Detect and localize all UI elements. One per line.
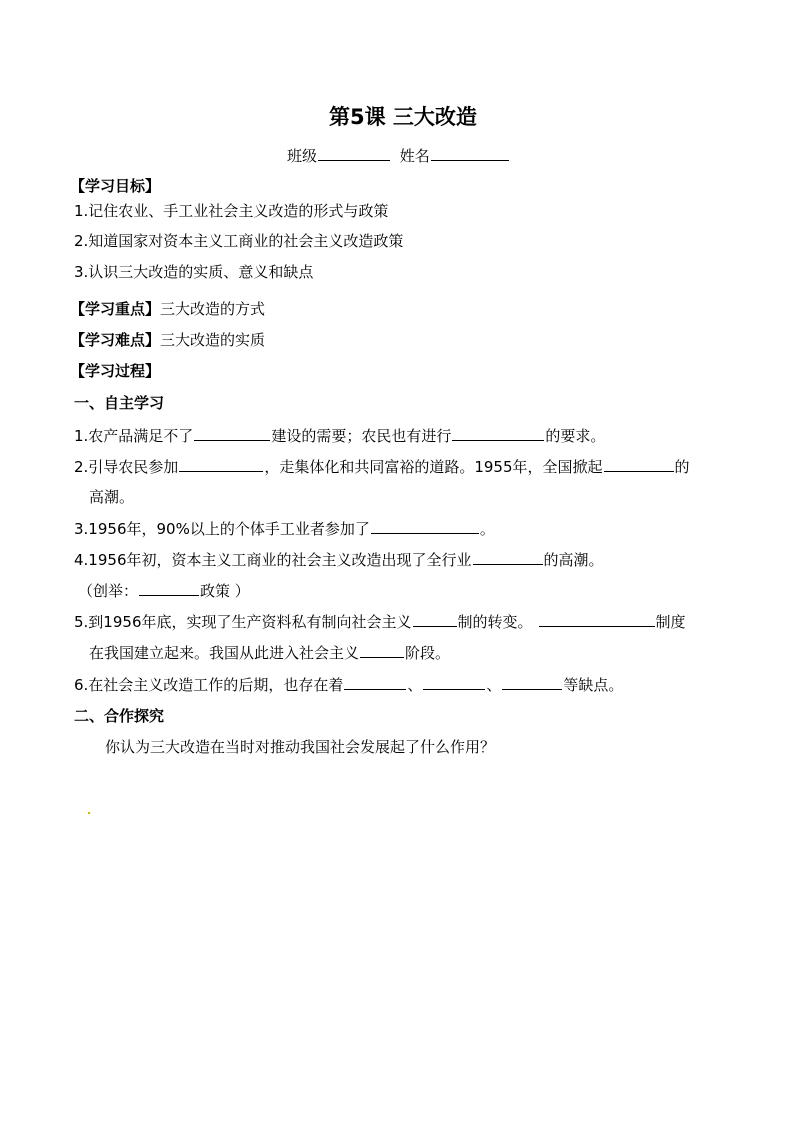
- answer-blank[interactable]: [473, 549, 543, 565]
- question-text: 制度: [655, 613, 686, 631]
- answer-blank[interactable]: [360, 642, 404, 658]
- name-label: 姓名: [399, 147, 430, 165]
- question-text: 的要求。: [545, 427, 606, 445]
- question-text: 在我国建立起来。我国从此进入社会主义: [89, 644, 360, 662]
- question-text: 的: [674, 458, 690, 476]
- question-text: 。: [479, 520, 495, 538]
- goals-heading: 【学习目标】: [70, 177, 161, 195]
- question-1: [74, 425, 605, 446]
- process-heading: 【学习过程】: [70, 362, 161, 380]
- difficulty-text: 三大改造的实质: [160, 331, 266, 349]
- question-4-continued: [78, 580, 250, 601]
- key-point-line: [70, 299, 265, 319]
- question-text: 5.到1956年底，实现了生产资料私有制向社会主义: [74, 613, 412, 631]
- answer-blank[interactable]: [452, 425, 544, 441]
- key-point-label: 【学习重点】: [70, 300, 161, 318]
- question-2: [74, 456, 690, 477]
- difficulty-line: [70, 330, 265, 350]
- section-heading-cooperation: 二、合作探究: [74, 707, 165, 725]
- answer-blank[interactable]: [344, 674, 406, 690]
- difficulty-label: 【学习难点】: [70, 331, 161, 349]
- question-2-continued: 高潮。: [89, 488, 135, 506]
- question-text: ，走集体化和共同富裕的道路。1955年，全国掀起: [264, 458, 603, 476]
- goal-item: 1.记住农业、手工业社会主义改造的形式与政策: [74, 202, 389, 220]
- question-text: 6.在社会主义改造工作的后期，也存在着: [74, 676, 344, 694]
- class-blank[interactable]: [318, 145, 390, 161]
- stray-mark: [88, 812, 90, 814]
- question-text: 、: [407, 676, 423, 694]
- question-text: 2.引导农民参加: [74, 458, 179, 476]
- answer-blank[interactable]: [539, 611, 655, 627]
- answer-blank[interactable]: [371, 518, 479, 534]
- question-text: 3.1956年，90%以上的个体手工业者参加了: [74, 520, 370, 538]
- question-text: 4.1956年初，资本主义工商业的社会主义改造出现了全行业: [74, 551, 472, 569]
- question-text: 、: [486, 676, 502, 694]
- question-text: 的高潮。: [543, 551, 604, 569]
- student-info-line: [287, 145, 510, 166]
- goal-item: 2.知道国家对资本主义工商业的社会主义改造政策: [74, 232, 404, 250]
- goal-item: 3.认识三大改造的实质、意义和缺点: [74, 263, 314, 281]
- discussion-question: 你认为三大改造在当时对推动我国社会发展起了什么作用？: [105, 738, 496, 756]
- question-4: [74, 549, 604, 570]
- answer-blank[interactable]: [179, 456, 263, 472]
- question-3: [74, 518, 495, 539]
- key-point-text: 三大改造的方式: [160, 300, 266, 318]
- question-text: 建设的需要；农民也有进行: [271, 427, 452, 445]
- question-text: 等缺点。: [563, 676, 624, 694]
- name-blank[interactable]: [431, 145, 509, 161]
- question-5: [74, 611, 686, 632]
- answer-blank[interactable]: [413, 611, 457, 627]
- answer-blank[interactable]: [502, 674, 562, 690]
- question-text: 1.农产品满足不了: [74, 427, 194, 445]
- answer-blank[interactable]: [194, 425, 270, 441]
- class-label: 班级: [287, 147, 318, 165]
- question-6: [74, 674, 623, 695]
- question-text: 政策 ）: [200, 582, 250, 600]
- section-heading-self-study: 一、自主学习: [74, 394, 165, 412]
- question-text: 制的转变。: [457, 613, 533, 631]
- answer-blank[interactable]: [423, 674, 485, 690]
- answer-blank[interactable]: [604, 456, 674, 472]
- page-title: 第5课 三大改造: [329, 105, 477, 129]
- question-text: 阶段。: [405, 644, 451, 662]
- question-text: （创举：: [78, 582, 139, 600]
- answer-blank[interactable]: [139, 580, 199, 596]
- question-5-continued: [89, 642, 450, 663]
